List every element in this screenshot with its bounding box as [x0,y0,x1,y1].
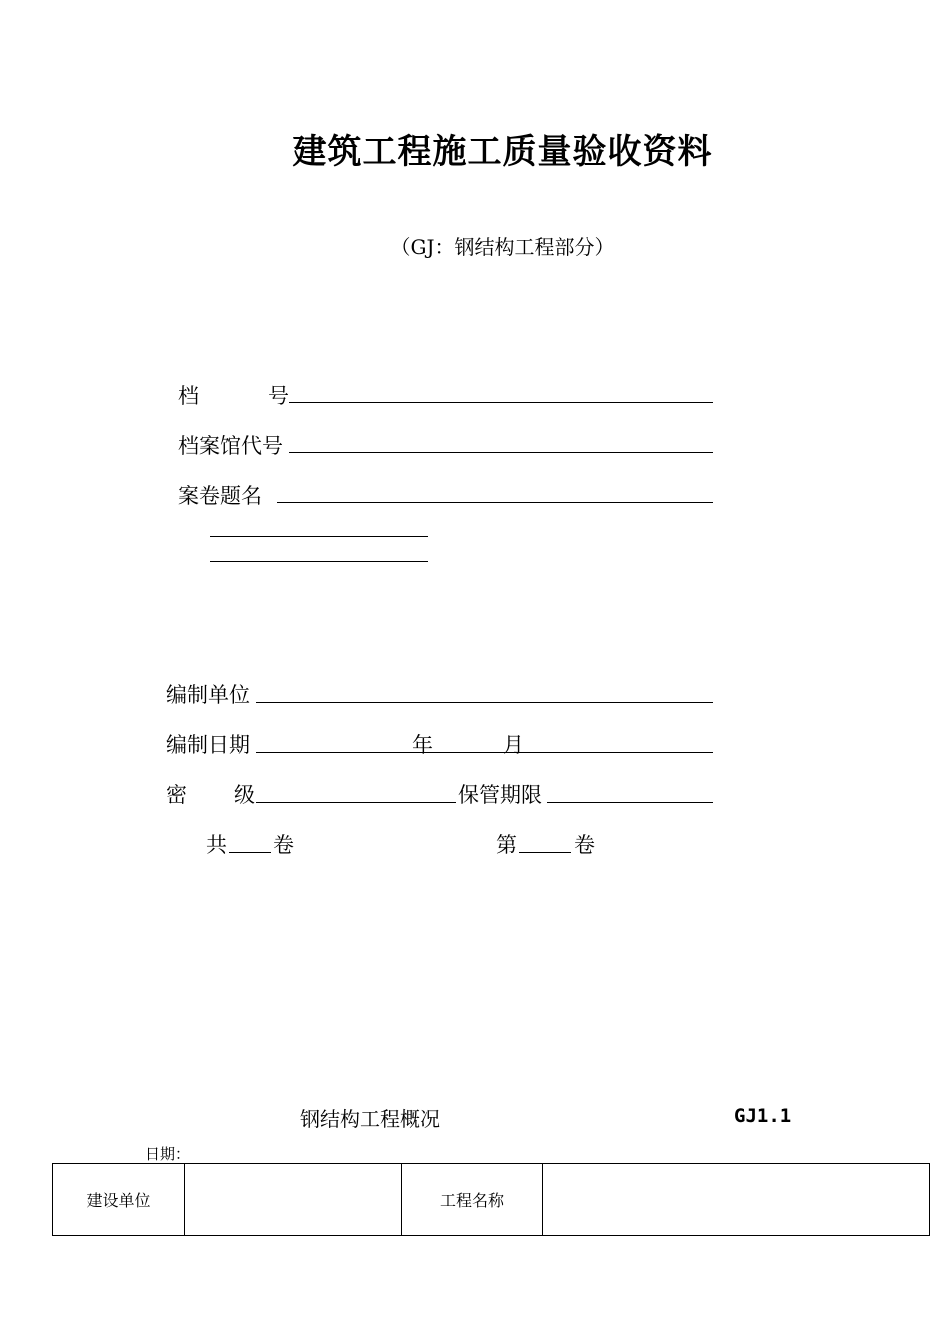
compile-date-label: 编制日期 [166,733,250,757]
page-title: 建筑工程施工质量验收资料 [292,132,713,172]
compiler-line [256,702,713,703]
construction-unit-value[interactable] [185,1164,402,1236]
total-volumes-line [229,852,271,853]
date-label: 日期： [145,1145,191,1163]
secret-label-b: 级 [234,783,255,807]
volume-title-line-2 [210,536,428,537]
table-row [53,1164,930,1236]
secret-line [256,802,456,803]
nth-volume-label-b: 卷 [574,833,595,857]
construction-unit-label: 建设单位 [53,1164,185,1236]
month-label: 月 [503,733,524,757]
secret-label-a: 密 [166,783,187,807]
volume-title-line-3 [210,561,428,562]
compiler-label: 编制单位 [166,683,250,707]
nth-volume-label-a: 第 [496,833,517,857]
retention-line [547,802,713,803]
year-label: 年 [412,733,433,757]
archive-no-line [289,402,713,403]
project-name-label: 工程名称 [402,1164,543,1236]
overview-title: 钢结构工程概况 [300,1107,440,1131]
page-subtitle: （GJ：钢结构工程部分） [390,235,615,259]
archive-no-label-a: 档 [178,384,199,408]
retention-label: 保管期限 [458,783,542,807]
nth-volume-line [519,852,571,853]
volume-title-line [277,502,713,503]
archive-code-line [289,452,713,453]
total-volumes-label-a: 共 [206,833,227,857]
archive-code-label: 档案馆代号 [178,434,283,458]
compile-date-line [256,752,713,753]
overview-table [52,1163,930,1236]
archive-no-label-b: 号 [268,384,289,408]
volume-title-label: 案卷题名 [178,484,262,508]
total-volumes-label-b: 卷 [273,833,294,857]
project-name-value[interactable] [543,1164,930,1236]
form-code: GJ1.1 [734,1105,792,1127]
